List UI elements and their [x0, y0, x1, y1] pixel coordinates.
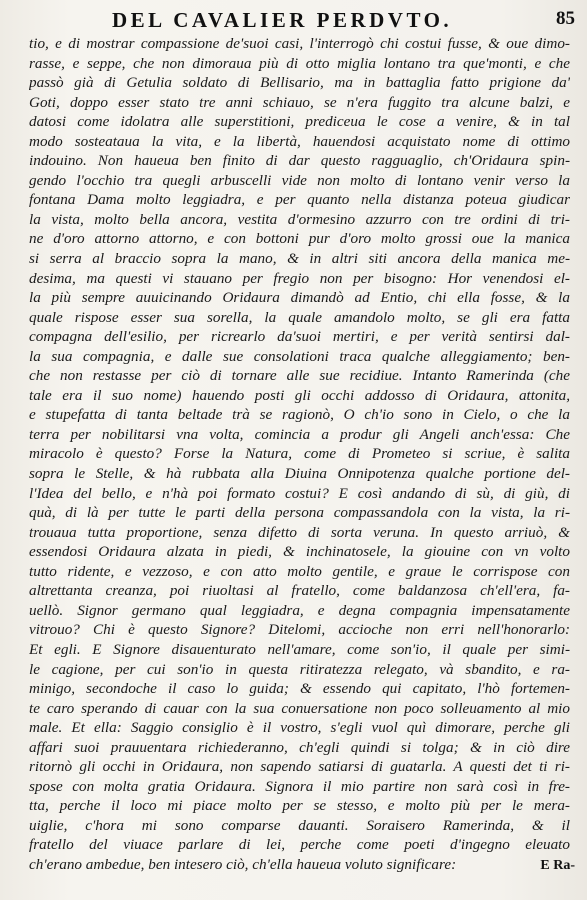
- text-line: si serra al braccio sopra la mano, & in altri siti ancora della manica me-: [29, 250, 570, 268]
- text-line: la vista, molto bella ancora, vestita d'ormesino azzurro con tre ordini di tri-: [29, 210, 570, 228]
- text-line: miracolo è questo? Forse la Natura, come di Prometeo si scriue, è salita: [29, 445, 570, 463]
- text-line: l'Idea del bello, e n'hà poi formato costui? E così andando di sù, di giù, di: [29, 484, 570, 502]
- text-line: che non restasse per ciò di tornare alle sue recidiue. Intanto Ramerinda (che: [29, 367, 570, 385]
- text-line: male. Et ella: Saggio consiglio è il vostro, s'egli vuol quì dimorare, perche gli: [29, 719, 570, 737]
- running-title: DEL CAVALIER PERDVTO.: [112, 8, 453, 32]
- text-line: te caro sperando di cauar con la sua conuersatione non poco solleuamento al mio: [29, 699, 570, 717]
- text-line: gendo l'occhio tra quegli arbuscelli vide non molto di lontano venir verso la: [29, 171, 570, 189]
- text-line: indouino. Non haueua ben finito di dar questo ragguaglio, ch'Oridaura spin-: [29, 152, 570, 170]
- text-line: altrettanta creanza, poi riuoltasi al fratello, come baldanzosa ch'ell'era, fa-: [29, 582, 570, 600]
- text-line: quà, di là per tutte le parti della persona compassandola con la vista, la ri-: [29, 504, 570, 522]
- text-line: Goti, doppo esser stato tre anni schiauo, se n'era fuggito tra alcune balzi, e: [29, 93, 570, 111]
- text-line: compagna dell'esilio, per ricrearlo da'suoi mertiri, e per verità sentirsi dal-: [29, 328, 570, 346]
- text-line: ch'erano ambedue, ben intesero ciò, ch'ella haueua voluto significare:: [29, 855, 457, 873]
- body-text: [29, 34, 570, 875]
- text-line: modo sosteataua la vita, e la libertà, hauendosi acquistato nome di ottimo: [29, 132, 570, 150]
- text-line: ne d'oro attorno attorno, e con bottoni pur d'oro molto grossi oue la manica: [29, 230, 570, 248]
- text-line: uiglie, c'hora mi sono comparse dauanti. Soraisero Ramerinda, & il: [29, 816, 570, 834]
- text-line: fratello del viuace parlare di lei, perche come poeti d'ingegno eleuato: [29, 836, 570, 854]
- text-line: la sua compagnia, e dalle sue consolationi traca qualche alleggiamento; ben-: [29, 347, 570, 365]
- text-line: essendosi Oridaura alzata in piedi, & inchinatosele, la giouine con vn volto: [29, 543, 570, 561]
- text-line: ritornò gli occhi in Oridaura, non sapendo satiarsi di guatarla. A questi det ti ri-: [29, 758, 570, 776]
- text-line: sopra le Stelle, & hà rubbata alla Diuina Onnipotenza qualche portione del-: [29, 465, 570, 483]
- text-line: datosi come idolatra alle superstitioni, prediceua le cose a venire, & in tal: [29, 113, 570, 131]
- text-line: tio, e di mostrar compassione de'suoi casi, l'interrogò chi costui fusse, & oue dimo-: [29, 35, 570, 52]
- text-line: Et egli. E Signore disauenturato nell'amare, come son'io, il quale per simi-: [29, 640, 570, 658]
- page-number: 85: [556, 8, 575, 29]
- text-line: e stupefatta di tanta beltade trà se ragionò, O ch'io sono in Cielo, o che la: [29, 406, 570, 424]
- text-line: tta, perche il loco mi piace molto per se stesso, e molto più per le mera-: [29, 797, 570, 815]
- text-line: desima, ma questi vi stauano per fregio non per bisogno: Hor venendosi el-: [29, 269, 570, 287]
- text-line: tutto ridente, e vezzoso, e con atto molto gentile, e graue le corrispose con: [29, 562, 570, 580]
- text-line: fontana Dama molto leggiadra, e per quanto nella distanza poteua giudicar: [29, 191, 570, 209]
- text-line: rasse, e seppe, che non dimoraua più di otto miglia lontano tra que'monti, e che: [29, 54, 570, 72]
- text-line: minigo, secondoche il caso lo guida; & essendo qui capitato, l'hò fortemen-: [29, 680, 570, 698]
- text-line: la più sempre auuicinando Oridaura dimandò ad Entio, chi ella fosse, & la: [29, 289, 570, 307]
- text-line: spose con molta gratia Oridaura. Signora il mio partire non sarà così in fre-: [29, 777, 570, 795]
- text-line: passò già di Getulia soldato di Bellisario, ma in battaglia fatto prigione da': [29, 74, 570, 92]
- text-line: terra per nobilitarsi vna volta, comincia a produr gli Angeli anch'essa: Che: [29, 425, 570, 443]
- text-line: vitrouo? Chi è questo Signore? Ditelomi, accioche non erri nell'honorarlo:: [29, 621, 570, 639]
- text-line: le cagione, per cui son'io in questa ritiratezza relegato, và sbandito, e ra-: [29, 660, 570, 678]
- catchword: E Ra-: [540, 858, 575, 873]
- text-line: quale rispose esser sua sorella, la quale amandolo molto, se gli era fatta: [29, 308, 570, 326]
- running-head: [0, 4, 587, 34]
- text-line: uellò. Signor germano qual leggiadra, e degna compagnia impensatamente: [29, 601, 570, 619]
- text-line: trouaua tutta proportione, senza difetto di sorta veruna. In questo arriuò, &: [29, 523, 570, 541]
- text-line: tale era il suo nome) hauendo posti gli occhi addosso di Oridaura, attonita,: [29, 386, 570, 404]
- text-line: affari suoi prauuentara richiederanno, ch'egli quindi si tolga; & in ciò dire: [29, 738, 570, 756]
